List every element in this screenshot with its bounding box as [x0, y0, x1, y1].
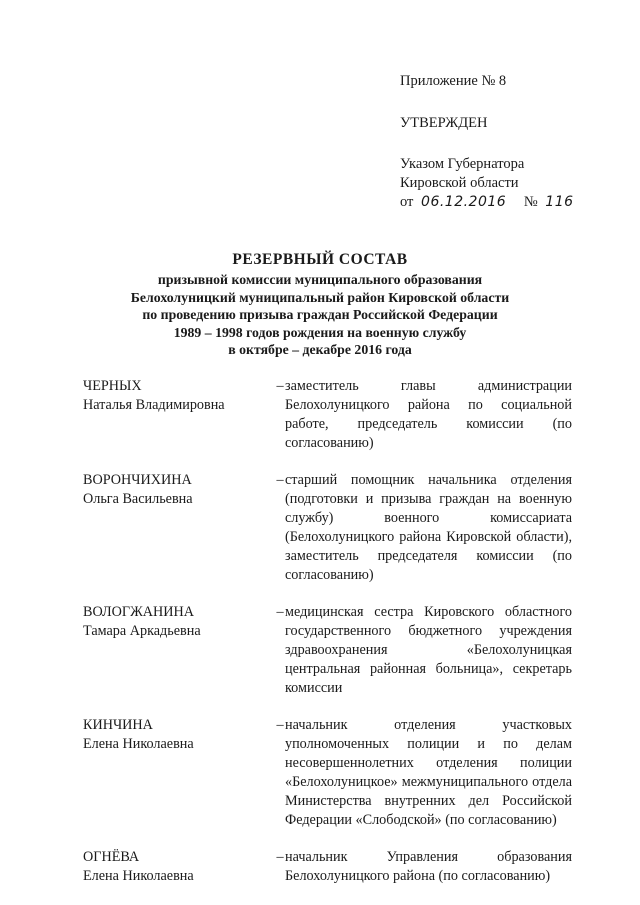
- member-given-name: Елена Николаевна: [83, 868, 194, 884]
- title-line-3: по проведению призыва граждан Российской Федерации: [142, 307, 498, 322]
- title-line-2: Белохолуницкий муниципальный район Кировской области: [130, 289, 510, 305]
- decree-date-number-row: [400, 193, 600, 213]
- member-role: заместитель главы администрации Белохолуницкого района по социальной работе, председатель комиссии (по согласованию): [285, 378, 572, 451]
- member-surname: ВОРОНЧИХИНА: [83, 472, 192, 488]
- member-role: старший помощник начальника отделения (подготовки и призыва граждан на военную службу) военного комиссариата (Белохолуницкого района Кировской области), заместитель председателя комиссии (по согласованию): [285, 472, 572, 583]
- member-name: [83, 377, 263, 415]
- member-role: начальник отделения участковых уполномоченных полиции и по делам несовершеннолетних отделения полиции «Белохолуницкое» межмуниципального отдела Министерства внутренних дел Российской Федерации «Слободской» (по согласованию): [285, 717, 572, 828]
- title-line-1: призывной комиссии муниципального образования: [157, 272, 483, 287]
- member-dash: –: [276, 849, 284, 865]
- document-title: РЕЗЕРВНЫЙ СОСТАВ: [232, 251, 408, 268]
- approval-block: [400, 72, 600, 213]
- member-dash: –: [276, 472, 284, 488]
- decree-reference: [400, 155, 600, 213]
- approved-stamp-text: УТВЕРЖДЕН: [400, 115, 488, 131]
- member-surname: ОГНЁВА: [83, 849, 140, 865]
- member-surname: КИНЧИНА: [83, 717, 153, 733]
- member-name: [83, 848, 263, 886]
- member-given-name: Тамара Аркадьевна: [83, 623, 201, 639]
- member-name: [83, 716, 263, 754]
- member-entry: [83, 603, 583, 698]
- member-entry: [83, 716, 583, 830]
- handwritten-number: 116: [545, 194, 574, 210]
- member-dash: –: [276, 378, 284, 394]
- member-given-name: Елена Николаевна: [83, 736, 194, 752]
- decree-line-2: Кировской области: [400, 175, 519, 191]
- member-surname: ЧЕРНЫХ: [83, 378, 142, 394]
- number-label: №: [523, 194, 538, 210]
- member-entry: [83, 848, 583, 886]
- member-given-name: Наталья Владимировна: [83, 397, 225, 413]
- member-dash: –: [276, 717, 284, 733]
- member-role: начальник Управления образования Белохолуницкого района (по согласованию): [285, 849, 572, 884]
- member-dash: –: [276, 604, 284, 620]
- member-surname: ВОЛОГЖАНИНА: [83, 604, 195, 620]
- title-line-5: в октябре – декабре 2016 года: [228, 342, 412, 357]
- from-label: от: [400, 194, 414, 210]
- member-name: [83, 471, 263, 509]
- member-name: [83, 603, 263, 641]
- member-entry: [83, 471, 583, 585]
- decree-line-1: Указом Губернатора: [400, 156, 525, 172]
- title-line-4: 1989 – 1998 годов рождения на военную службу: [173, 324, 467, 340]
- member-role: медицинская сестра Кировского областного государственного бюджетного учреждения здравоохранения «Белохолуницкая центральная районная больница», секретарь комиссии: [285, 604, 572, 696]
- member-given-name: Ольга Васильевна: [83, 491, 193, 507]
- member-entry: [83, 377, 583, 453]
- handwritten-date: 06.12.2016: [421, 194, 507, 210]
- appendix-number: Приложение № 8: [400, 73, 507, 89]
- members-list: [83, 377, 583, 904]
- document-title-block: [60, 249, 580, 359]
